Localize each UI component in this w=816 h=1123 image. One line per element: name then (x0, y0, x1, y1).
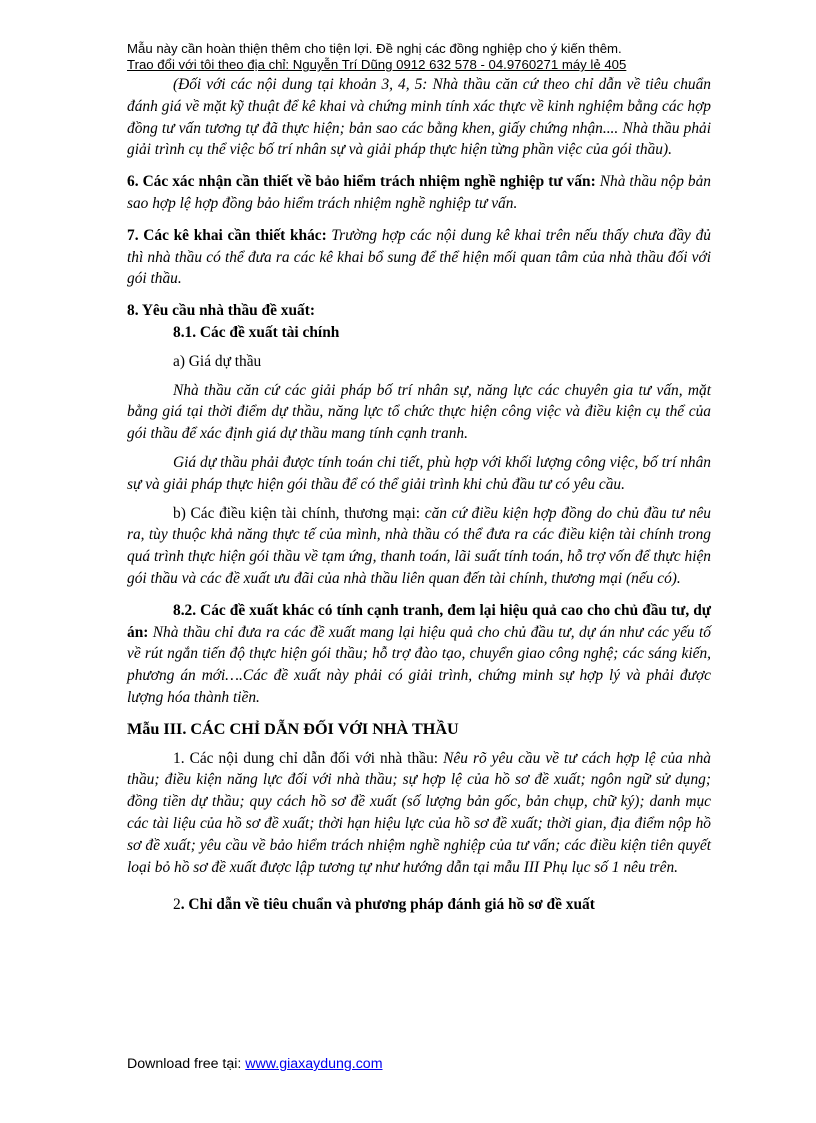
footer (127, 1055, 383, 1073)
section-6-title: 6. Các xác nhận cần thiết về bảo hiểm trách nhiệm nghề nghiệp tư vấn: (127, 173, 596, 191)
form-iii-p2-title: . Chỉ dẫn về tiêu chuẩn và phương pháp đánh giá hồ sơ đề xuất (180, 896, 595, 914)
form-iii-title: Mẫu III. CÁC CHỈ DẪN ĐỐI VỚI NHÀ THẦU (127, 719, 459, 738)
form-iii-paragraph-1 (127, 748, 711, 879)
section-8-1-b-paragraph (127, 503, 711, 590)
intro-paragraph: (Đối với các nội dung tại khoản 3, 4, 5: Nhà thầu căn cứ theo chỉ dẫn về tiêu chuẩn đánh giá về mặt kỹ thuật để kê khai và chứng minh tính xác thực về kinh nghiệm bằng các hợp đồng tư vấn tương tự đã thực hiện; bản sao các bằng khen, giấy chứng nhận.... Nhà thầu phải giải trình cụ thể việc bố trí nhân sự và giải pháp thực hiện từng phần việc của gói thầu). (127, 76, 711, 159)
section-7-text-end: tâm của nhà thầu đối với gói thầu. (127, 248, 711, 288)
section-8-2-paragraph (127, 600, 711, 709)
form-iii-paragraph-2 (127, 894, 711, 916)
header-note-line: Mẫu này cần hoàn thiện thêm cho tiện lợi. Đề nghị các đồng nghiệp cho ý kiến thêm. (127, 41, 622, 56)
section-8-title: 8. Yêu cầu nhà thầu đề xuất: (127, 302, 315, 320)
section-6-paragraph (127, 171, 711, 215)
section-7-paragraph (127, 225, 711, 290)
section-8-1-title: 8.1. Các đề xuất tài chính (173, 323, 340, 341)
section-8-2-text: Nhà thầu chỉ đưa ra các đề xuất mang lại hiệu quả cho chủ đầu tư, dự án như các yếu tố về rút ngắn tiến độ thực hiện gói thầu; hỗ trợ đào tạo, chuyển giao công nghệ; các sáng kiến, phương án mới….Các đề xuất này phải có giải trình, chứng minh sự hợp lý và phải được lượng hóa thành tiền. (127, 623, 711, 706)
form-iii-p1-label: 1. Các nội dung chỉ dẫn đối với nhà thầu: (173, 749, 444, 767)
form-iii-p2-number: 2 (173, 896, 181, 914)
form-iii-p1-text: Nêu rõ yêu cầu về tư cách hợp lệ của nhà thầu; điều kiện năng lực đối với nhà thầu; sự hợp lệ của hồ sơ đề xuất; ngôn ngữ sử dụng; đồng tiền dự thầu; quy cách hồ sơ đề xuất (số lượng bản gốc, bản chụp, chữ ký); danh mục các tài liệu của hồ sơ đề xuất; thời hạn hiệu lực của hồ sơ đề xuất; thời gian, địa điểm nộp hồ sơ đề xuất; yêu cầu về bảo hiểm trách nhiệm nghề nghiệp của tư vấn; các điều kiện tiên quyết loại bỏ hồ sơ đề xuất được lập tương tự như hướng dẫn tại mẫu III Phụ lục số 1 nêu trên. (127, 749, 711, 876)
section-8-1-b-label: b) Các điều kiện tài chính, thương mại: (173, 504, 425, 522)
section-6-text: Nhà thầu nộp bản sao hợp lệ hợp đồng bảo hiểm trách nhiệm nghề nghiệp tư vấn. (127, 173, 711, 212)
section-8-1-a-paragraph-1: Nhà thầu căn cứ các giải pháp bố trí nhân sự, năng lực các chuyên gia tư vấn, mặt bằng giá tại thời điểm dự thầu, năng lực tổ chức thực hiện công việc và điều kiện cụ thể của gói thầu để xác định giá dự thầu mang tính cạnh tranh. (127, 381, 711, 443)
section-8-2-title: 8.2. Các đề xuất khác có tính cạnh tranh, đem lại hiệu quả cao cho chủ đầu tư, dự án: (127, 601, 711, 641)
footer-website-link[interactable]: www.giaxaydung.com (245, 1056, 383, 1072)
section-8-1-a-label: a) Giá dự thầu (173, 352, 262, 370)
section-8-1-b-text: căn cứ điều kiện hợp đồng do chủ đầu tư nêu ra, tùy thuộc khả năng thực tế của mình, nhà thầu có thể đưa ra các điều kiện tài chính trong quá trình thực hiện gói thầu về tạm ứng, thanh toán, lãi suất tính toán, hỗ trợ vốn để thực hiện gói thầu và các đề xuất ưu đãi của nhà thầu liên quan đến tài chính, thương mại (nếu có). (127, 504, 711, 587)
section-7-title: 7. Các kê khai cần thiết khác: (127, 226, 327, 244)
document-body (127, 74, 711, 916)
section-7-text: Trường hợp các nội dung kê khai trên nếu thấy chưa đầy đủ thì nhà thầu có thể đưa ra các kê khai bổ sung để thể hiện mối quan (127, 226, 711, 266)
section-8-1-a-paragraph-2: Giá dự thầu phải được tính toán chi tiết, phù hợp với khối lượng công việc, bố trí nhân sự và giải pháp thực hiện gói thầu để có thể giải trình khi chủ đầu tư có yêu cầu. (127, 453, 711, 493)
header-contact-line: Trao đổi với tôi theo địa chỉ: Nguyễn Trí Dũng 0912 632 578 - 04.9760271 máy lẻ 405 (127, 57, 627, 72)
footer-prefix: Download free tại: (127, 1056, 246, 1072)
